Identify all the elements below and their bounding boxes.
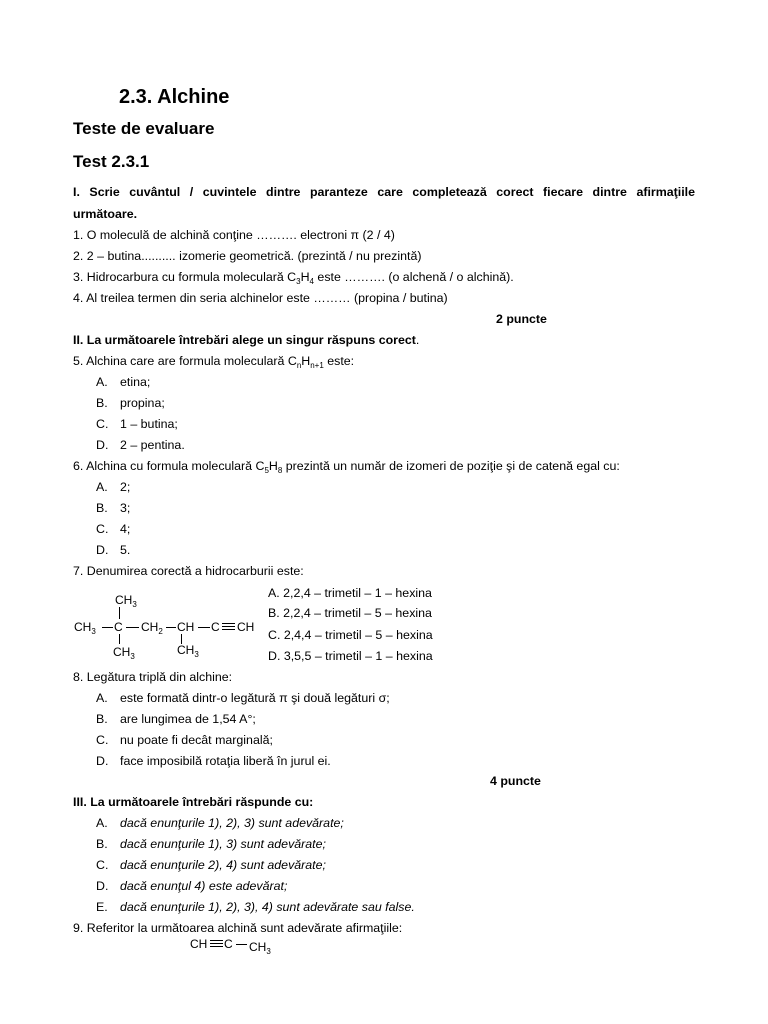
part2-instruction: II. La următoarele întrebări alege un singur răspuns corect.	[73, 333, 420, 347]
question-7: 7. Denumirea corectă a hidrocarburii este:	[73, 564, 304, 578]
struct-bond-1	[102, 627, 113, 628]
q7-option-a: A. 2,2,4 – trimetil – 1 – hexina	[268, 586, 432, 600]
q5-option-a: etina;	[120, 375, 151, 389]
q9-struct-ch: CH	[190, 937, 208, 951]
p3-option-d: dacă enunţul 4) este adevărat;	[120, 879, 288, 893]
p3-option-c-letter: C.	[96, 858, 109, 872]
struct-ch-end: CH	[237, 620, 255, 634]
q9-struct-c: C	[224, 937, 233, 951]
q8-option-a: este formată dintr-o legătură π şi două legături σ;	[120, 691, 390, 705]
q9-struct-ch3: $CH_3$	[249, 940, 271, 956]
p3-option-d-letter: D.	[96, 879, 109, 893]
q6-option-b-letter: B.	[96, 501, 108, 515]
struct-bond-2	[126, 627, 139, 628]
struct-ch3-bottom-1: $CH_3$	[113, 645, 135, 661]
q6-option-c-letter: C.	[96, 522, 109, 536]
q8-option-c: nu poate fi decât marginală;	[120, 733, 273, 747]
q8-option-d: face imposibilă rotaţia liberă în jurul ei.	[120, 754, 331, 768]
part1-instruction-line2: următoare.	[73, 207, 138, 221]
p3-option-a-letter: A.	[96, 816, 108, 830]
q8-option-a-letter: A.	[96, 691, 108, 705]
q5-option-b-letter: B.	[96, 396, 108, 410]
q9-triple-bond-line-2	[210, 943, 223, 944]
question-1: 1. O moleculă de alchină conţine ………. electroni π (2 / 4)	[73, 228, 395, 242]
q7-option-b: B. 2,2,4 – trimetil – 5 – hexina	[268, 606, 432, 620]
struct-c-alkyne: C	[211, 620, 220, 634]
part1-points: 2 puncte	[496, 312, 547, 326]
q6-option-a-letter: A.	[96, 480, 108, 494]
part2-points: 4 puncte	[490, 774, 541, 788]
q8-option-c-letter: C.	[96, 733, 109, 747]
p3-option-a: dacă enunţurile 1), 2), 3) sunt adevărate;	[120, 816, 344, 830]
q6-option-a: 2;	[120, 480, 131, 494]
part3-instruction: III. La următoarele întrebări răspunde cu:	[73, 795, 314, 809]
q9-bond-single	[236, 944, 247, 945]
p3-option-e-letter: E.	[96, 900, 108, 914]
question-5: 5. Alchina care are formula moleculară $C_nH_{n+1}$ este:	[73, 354, 355, 370]
struct-triple-bond-line-2	[222, 626, 235, 627]
q8-option-b-letter: B.	[96, 712, 108, 726]
q5-option-d-letter: D.	[96, 438, 109, 452]
q8-option-d-letter: D.	[96, 754, 109, 768]
q6-option-c: 4;	[120, 522, 131, 536]
struct-triple-bond-line-1	[222, 623, 235, 624]
q9-triple-bond-line-1	[210, 940, 223, 941]
question-4: 4. Al treilea termen din seria alchinelor este ……… (propina / butina)	[73, 291, 448, 305]
struct-ch2: $CH_2$	[141, 620, 163, 636]
struct-ch3-top: $CH_3$	[115, 593, 137, 609]
subtitle: Teste de evaluare	[73, 119, 215, 138]
q6-option-d-letter: D.	[96, 543, 109, 557]
question-9: 9. Referitor la următoarea alchină sunt adevărate afirmaţiile:	[73, 921, 403, 935]
question-6: 6. Alchina cu formula moleculară $C_5H_8$ prezintă un număr de izomeri de poziţie şi de catenă egal cu:	[73, 459, 620, 475]
question-3: 3. Hidrocarbura cu formula moleculară $C_3H_4$ este ………. (o alchenă / o alchină).	[73, 270, 514, 286]
q5-option-c: 1 – butina;	[120, 417, 178, 431]
struct-c-quaternary: C	[114, 620, 123, 634]
p3-option-b-letter: B.	[96, 837, 108, 851]
q8-option-b: are lungimea de 1,54 A°;	[120, 712, 256, 726]
q6-option-b: 3;	[120, 501, 131, 515]
struct-bond-vertical-top	[119, 607, 120, 619]
p3-option-b: dacă enunţurile 1), 3) sunt adevărate;	[120, 837, 326, 851]
q5-option-d: 2 – pentina.	[120, 438, 185, 452]
section-title: 2.3. Alchine	[119, 86, 230, 108]
q5-option-a-letter: A.	[96, 375, 108, 389]
struct-triple-bond-line-3	[222, 629, 235, 630]
question-8: 8. Legătura triplă din alchine:	[73, 670, 233, 684]
test-title: Test 2.3.1	[73, 152, 150, 171]
q9-triple-bond-line-3	[210, 946, 223, 947]
q7-option-c: C. 2,4,4 – trimetil – 5 – hexina	[268, 628, 433, 642]
struct-bond-4	[198, 627, 210, 628]
q5-option-c-letter: C.	[96, 417, 109, 431]
question-2: 2. 2 – butina.......... izomerie geometrică. (prezintă / nu prezintă)	[73, 249, 422, 263]
q7-option-d: D. 3,5,5 – trimetil – 1 – hexina	[268, 649, 433, 663]
q6-option-d: 5.	[120, 543, 131, 557]
struct-bond-vertical-bottom-1	[119, 634, 120, 644]
p3-option-e: dacă enunţurile 1), 2), 3), 4) sunt adevărate sau false.	[120, 900, 415, 914]
struct-ch3-left: $CH_3$	[74, 620, 96, 636]
struct-bond-3	[166, 627, 176, 628]
struct-ch: CH	[177, 620, 195, 634]
struct-ch3-bottom-2: $CH_3$	[177, 643, 199, 659]
part1-instruction-line1: I. Scrie cuvântul / cuvintele dintre paranteze care completează corect fiecare dintre afirmaţiile	[73, 185, 695, 199]
q5-option-b: propina;	[120, 396, 165, 410]
p3-option-c: dacă enunţurile 2), 4) sunt adevărate;	[120, 858, 326, 872]
